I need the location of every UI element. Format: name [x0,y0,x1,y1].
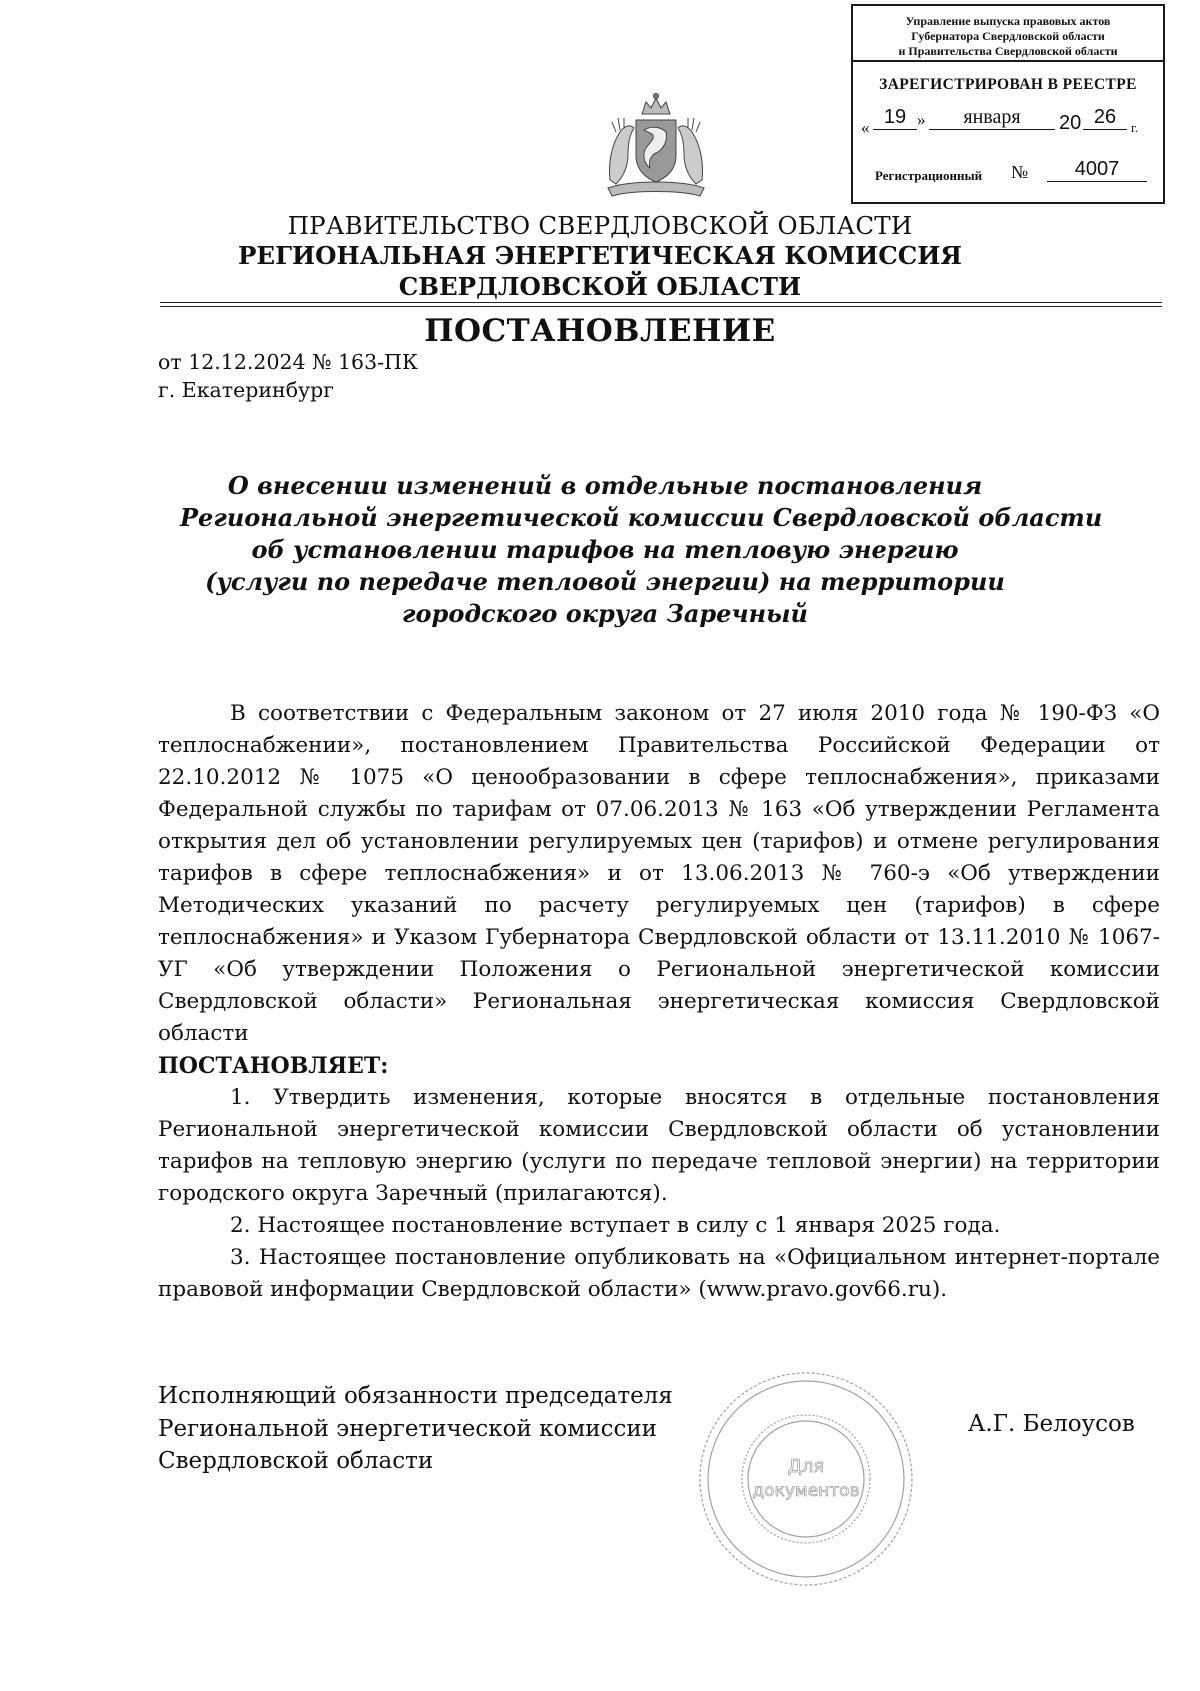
registry-year-suffix: 26 [1083,106,1127,130]
header-divider [160,302,1162,303]
title-line: городского округа Заречный [402,599,808,628]
registry-year-prefix: 20 [1059,112,1082,134]
signatory-name: А.Г. Белоусов [968,1411,1135,1437]
document-number: от 12.12.2024 № 163-ПК [158,350,418,374]
resolution-item: 3. Настоящее постановление опубликовать на «Официальном интернет-портале правовой информации Свердловской области» (www.pravo.gov66.ru). [158,1245,1160,1302]
registry-header-line: Управление выпуска правовых актов [905,14,1111,28]
registry-number-row [875,158,1155,192]
signatory-position-line: Свердловской области [158,1448,434,1474]
document-body [158,698,1160,1306]
registry-stamp [851,4,1165,204]
registry-title: ЗАРЕГИСТРИРОВАН В РЕЕСТРЕ [879,76,1137,93]
registry-number-label: Регистрационный [875,168,983,183]
document-type: ПОСТАНОВЛЕНИЕ [424,313,776,349]
title-line: О внесении изменений в отдельные постановления [227,471,983,500]
signatory-position-line: Исполняющий обязанности председателя [158,1383,673,1409]
title-line: (услуги по передаче тепловой энергии) на территории [205,567,1005,596]
title-line: Региональной энергетической комиссии Свердловской области [180,503,1103,532]
registry-stamp-header [853,6,1163,62]
registry-year-mark: г. [1131,120,1139,135]
resolution-item: 1. Утвердить изменения, которые вносятся в отдельные постановления Региональной энергетической комиссии Свердловской области об установлении тарифов на тепловую энергию (услуги по передаче тепловой энергии) на территории городского округа Заречный (прилагаются). [158,1085,1160,1206]
registry-date [861,106,1161,146]
header-divider [160,306,1162,307]
document-title [180,470,1103,630]
coat-of-arms-icon [590,92,722,200]
registry-quote-open: « [861,118,870,137]
resolves-heading: ПОСТАНОВЛЯЕТ: [158,1053,389,1079]
title-line: об установлении тарифов на тепловую энергию [251,535,959,564]
seal-text-line: документов [752,1481,860,1501]
government-name: ПРАВИТЕЛЬСТВО СВЕРДЛОВСКОЙ ОБЛАСТИ [287,211,913,240]
registry-quote-close: » [917,110,926,129]
round-seal-icon [695,1368,917,1590]
signatory-position-line: Региональной энергетической комиссии [158,1415,657,1442]
document-city: г. Екатеринбург [158,378,334,402]
registry-day: 19 [873,106,917,130]
registry-number-sign: № [1011,162,1029,182]
resolution-item: 2. Настоящее постановление вступает в силу с 1 января 2025 года. [230,1213,1001,1238]
commission-name-line2: СВЕРДЛОВСКОЙ ОБЛАСТИ [398,272,802,301]
preamble-paragraph: В соответствии с Федеральным законом от 27 июля 2010 года № 190-ФЗ «О теплоснабжении», постановлением Правительства Российской Федерации от 22.10.2012 № 1075 «О ценообразовании в сфере теплоснабжения», приказами Федеральной службы по тарифам от 07.06.2013 № 163 «Об утверждении Регламента открытия дел об установлении регулируемых цен (тарифов) и отмене регулирования тарифов в сфере теплоснабжения» и от 13.06.2013 № 760-э «Об утверждении Методических указаний по расчету регулируемых цен (тарифов) в сфере теплоснабжения» и Указом Губернатора Свердловской области от 13.11.2010 № 1067-УГ «Об утверждении Положения о Региональной энергетической комиссии Свердловской области» Региональная энергетическая комиссия Свердловской области [158,701,1160,1046]
signatory-position [158,1380,673,1478]
commission-name-line1: РЕГИОНАЛЬНАЯ ЭНЕРГЕТИЧЕСКАЯ КОМИССИЯ [238,241,962,270]
registry-number: 4007 [1047,158,1147,182]
seal-text-line: Для [787,1456,825,1477]
registry-month: января [929,106,1055,130]
registry-header-line: и Правительства Свердловской области [898,44,1118,58]
registry-header-line: Губернатора Свердловской области [911,29,1105,43]
